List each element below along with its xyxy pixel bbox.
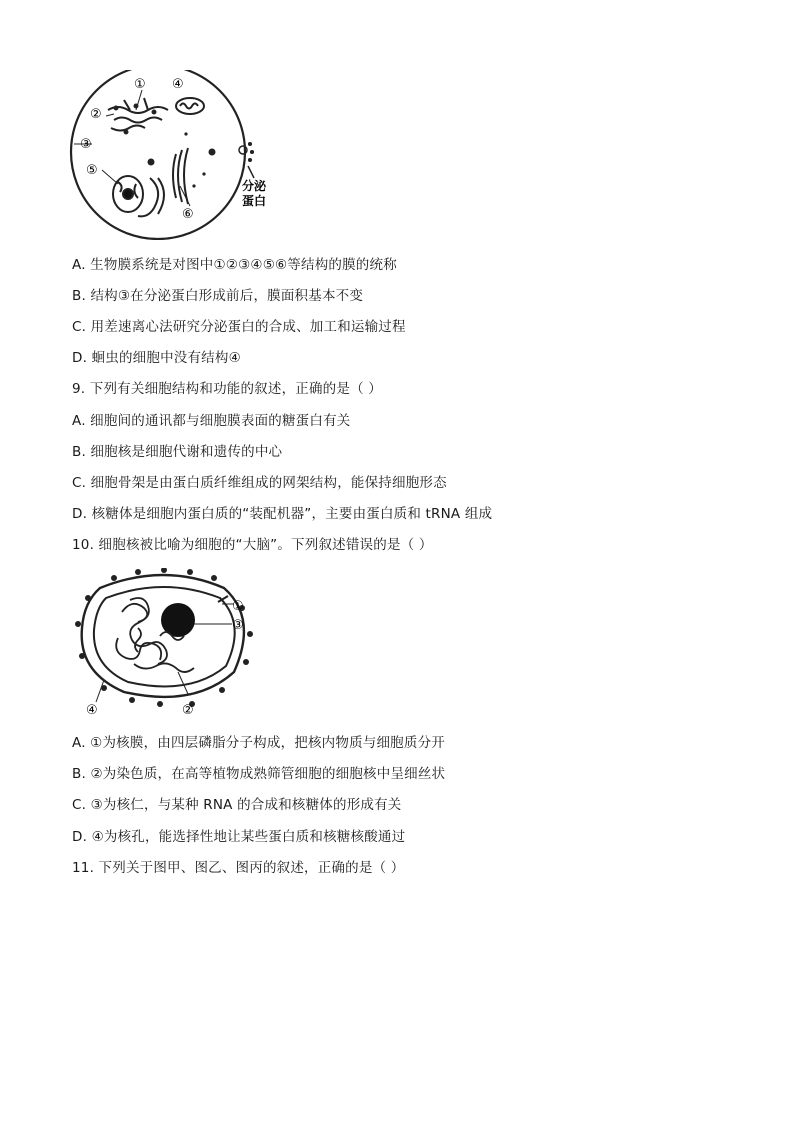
nucleus-diagram [74, 568, 264, 720]
secretion-caption-2: 蛋白 [242, 194, 267, 208]
q10-option-c: C. ③为核仁，与某种 RNA 的合成和核糖体的形成有关 [72, 797, 402, 813]
q10-option-b: B. ②为染色质，在高等植物成熟筛管细胞的细胞核中呈细丝状 [72, 766, 446, 782]
q8-option-b: B. 结构③在分泌蛋白形成前后，膜面积基本不变 [72, 288, 364, 304]
q9-stem: 9. 下列有关细胞结构和功能的叙述，正确的是（ ） [72, 381, 382, 397]
q10-option-a: A. ①为核膜，由四层磷脂分子构成，把核内物质与细胞质分开 [72, 735, 445, 751]
label-4: ④ [86, 703, 98, 718]
vesicles [148, 132, 216, 187]
secretion-point [239, 143, 254, 178]
q8-option-a: A. 生物膜系统是对图中①②③④⑤⑥等结构的膜的统称 [72, 257, 397, 273]
q11-stem: 11. 下列关于图甲、图乙、图丙的叙述，正确的是（ ） [72, 860, 405, 876]
q9-option-a: A. 细胞间的通讯都与细胞膜表面的糖蛋白有关 [72, 413, 351, 429]
q9-option-b: B. 细胞核是细胞代谢和遗传的中心 [72, 444, 283, 460]
q10-stem: 10. 细胞核被比喻为细胞的“大脑”。下列叙述错误的是（ ） [72, 537, 433, 553]
q8-option-c: C. 用差速离心法研究分泌蛋白的合成、加工和运输过程 [72, 319, 406, 335]
label-6: ⑥ [182, 207, 194, 222]
mitochondrion [176, 98, 204, 114]
nucleus [113, 176, 143, 212]
label-2: ② [182, 703, 194, 718]
label-1: ① [232, 599, 244, 614]
secretion-caption-1: 分泌 [242, 179, 267, 193]
q9-option-c: C. 细胞骨架是由蛋白质纤维组成的网架结构，能保持细胞形态 [72, 475, 447, 491]
q8-option-d: D. 蛔虫的细胞中没有结构④ [72, 350, 241, 366]
cell-secretion-diagram [66, 70, 286, 240]
label-1: ① [134, 77, 146, 92]
nuclear-envelope-outer [82, 575, 244, 697]
label-5: ⑤ [86, 163, 98, 178]
label-3: ③ [80, 137, 92, 152]
golgi [138, 148, 188, 216]
nuclear-envelope-inner [94, 587, 235, 686]
q10-option-d: D. ④为核孔，能选择性地让某些蛋白质和核糖核酸通过 [72, 829, 406, 845]
label-4: ④ [172, 77, 184, 92]
label-3: ③ [232, 618, 244, 633]
q9-option-d: D. 核糖体是细胞内蛋白质的“装配机器”，主要由蛋白质和 tRNA 组成 [72, 506, 493, 522]
label-2: ② [90, 107, 102, 122]
